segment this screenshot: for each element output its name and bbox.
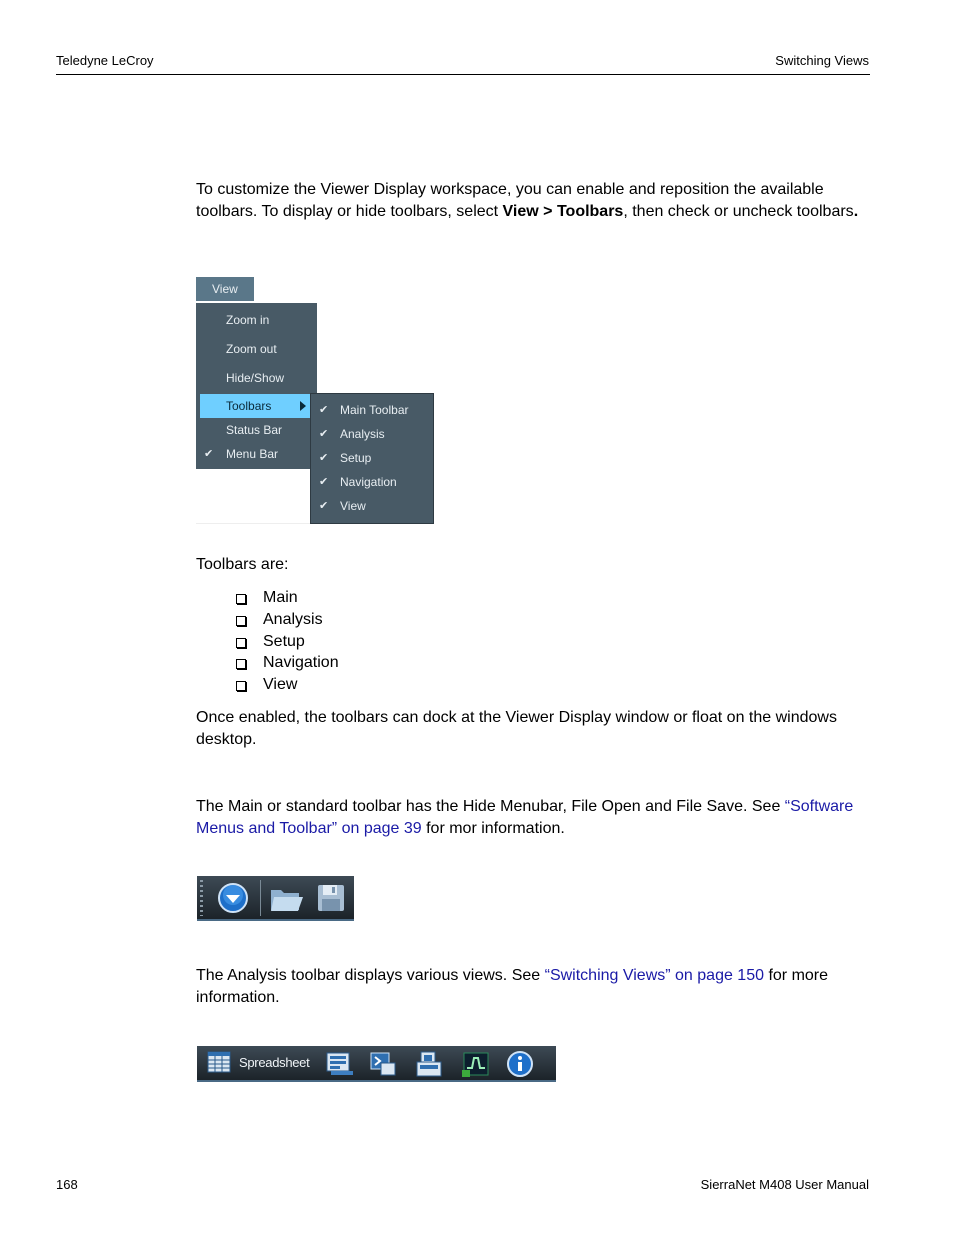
list-item xyxy=(236,674,339,696)
intro-menu-path: View > Toolbars xyxy=(502,203,624,220)
info-icon[interactable] xyxy=(505,1049,535,1079)
intro-text-1: To customize the Viewer Display workspace, you can enable and reposition the available toolbars. To display or hide toolbars, select xyxy=(196,181,824,220)
frame-view-icon[interactable] xyxy=(325,1051,353,1077)
list-item-label: Main xyxy=(263,589,298,606)
analysis-toolbar-paragraph xyxy=(196,965,876,1009)
menu-item-menu-bar[interactable] xyxy=(196,442,317,466)
toolbar-list xyxy=(236,587,339,696)
header-rule xyxy=(56,74,870,75)
toolbar-separator xyxy=(260,880,261,916)
view-menu-dropdown xyxy=(196,303,317,469)
check-icon: ✔ xyxy=(204,448,214,460)
checkbox-bullet-icon xyxy=(236,616,246,626)
switching-views-link[interactable]: “Switching Views” on page 150 xyxy=(544,967,764,984)
header-right: Switching Views xyxy=(775,53,869,68)
port-view-icon[interactable] xyxy=(415,1050,443,1078)
menu-item-zoom-out[interactable]: Zoom out xyxy=(226,342,277,356)
intro-paragraph xyxy=(196,179,876,223)
submenu-label: Navigation xyxy=(340,475,397,489)
header-left: Teledyne LeCroy xyxy=(56,53,154,68)
main-toolbar-text-1: The Main or standard toolbar has the Hide Menubar, File Open and File Save. See xyxy=(196,798,785,815)
submenu-item-view[interactable] xyxy=(311,494,433,518)
toolbar-grip-icon[interactable] xyxy=(200,880,203,916)
analysis-toolbar-screenshot xyxy=(197,1046,556,1082)
checkbox-bullet-icon xyxy=(236,638,246,648)
page-number: 168 xyxy=(56,1177,78,1192)
intro-text-3: . xyxy=(853,203,859,220)
list-item-label: Analysis xyxy=(263,610,323,628)
analysis-text-1: The Analysis toolbar displays various views. See xyxy=(196,967,545,984)
submenu-item-analysis[interactable] xyxy=(311,422,433,446)
menu-background-patch xyxy=(196,469,310,524)
hide-menubar-icon[interactable] xyxy=(217,882,249,914)
check-icon: ✔ xyxy=(319,428,329,440)
submenu-label: View xyxy=(340,499,366,513)
menu-item-zoom-in[interactable]: Zoom in xyxy=(226,313,270,327)
list-item xyxy=(236,631,339,653)
submenu-item-setup[interactable] xyxy=(311,446,433,470)
intro-text-2: , then check or uncheck toolbars xyxy=(623,203,854,220)
list-item xyxy=(236,609,339,631)
spreadsheet-button-label[interactable]: Spreadsheet xyxy=(239,1055,310,1070)
check-icon: ✔ xyxy=(319,500,329,512)
main-toolbar-paragraph xyxy=(196,796,876,840)
menu-item-status-bar[interactable]: Status Bar xyxy=(226,423,283,437)
toolbars-submenu xyxy=(310,393,434,524)
menu-item-toolbars[interactable] xyxy=(200,394,312,418)
save-icon[interactable] xyxy=(315,882,347,914)
check-icon: ✔ xyxy=(319,476,329,488)
dock-paragraph: Once enabled, the toolbars can dock at the Viewer Display window or float on the windows desktop. xyxy=(196,709,837,748)
waveform-view-icon[interactable] xyxy=(461,1050,489,1078)
list-item-label: Navigation xyxy=(263,654,339,672)
main-toolbar-screenshot xyxy=(197,876,354,921)
view-menu-screenshot xyxy=(196,277,433,523)
folder-open-icon[interactable] xyxy=(269,884,305,914)
software-menus-link[interactable]: “Software Menus and Toolbar” on page 39 xyxy=(196,798,854,837)
analysis-text-2: for more information. xyxy=(196,967,829,1006)
list-item xyxy=(236,587,339,609)
submenu-label: Analysis xyxy=(340,427,385,441)
list-item-label: Setup xyxy=(263,632,305,650)
submenu-label: Setup xyxy=(340,451,372,465)
checkbox-bullet-icon xyxy=(236,659,246,669)
checkbox-bullet-icon xyxy=(236,681,246,691)
submenu-item-navigation[interactable] xyxy=(311,470,433,494)
spreadsheet-icon[interactable] xyxy=(207,1051,233,1075)
submenu-label: Main Toolbar xyxy=(340,403,409,417)
command-view-icon[interactable] xyxy=(369,1051,397,1077)
footer-title: SierraNet M408 User Manual xyxy=(700,1177,869,1192)
list-item-label: View xyxy=(263,676,298,694)
main-toolbar-text-2: for mor information. xyxy=(421,820,565,837)
menu-item-menu-bar-label: Menu Bar xyxy=(226,447,279,461)
submenu-item-main-toolbar[interactable] xyxy=(311,398,433,422)
check-icon: ✔ xyxy=(319,452,329,464)
menu-item-hide-show[interactable]: Hide/Show xyxy=(226,371,285,385)
list-item xyxy=(236,652,339,674)
check-icon: ✔ xyxy=(319,404,329,416)
toolbars-intro: Toolbars are: xyxy=(196,556,289,573)
submenu-arrow-icon xyxy=(300,401,306,411)
view-menu-title[interactable]: View xyxy=(196,277,254,301)
menu-item-toolbars-label: Toolbars xyxy=(226,399,272,413)
checkbox-bullet-icon xyxy=(236,594,246,604)
